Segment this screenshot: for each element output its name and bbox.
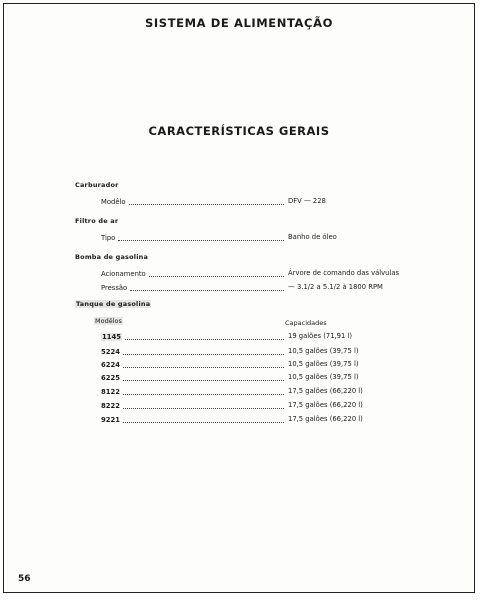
dot-leader: [130, 290, 284, 291]
heading-filtro-de-ar: Filtro de ar: [75, 217, 119, 225]
model-number: 5224: [101, 348, 120, 356]
dot-leader: [125, 339, 284, 340]
column-header-models: Modêlos: [95, 317, 122, 325]
spec-row-pressao: [101, 282, 286, 292]
dot-leader: [123, 354, 284, 355]
capacity-value: 10,5 galões (39,75 l): [288, 347, 359, 355]
dot-leader: [123, 367, 284, 368]
capacity-value: 10,5 galões (39,75 l): [288, 360, 359, 368]
dot-leader: [123, 422, 284, 423]
spec-value: Árvore de comando das válvulas: [288, 269, 400, 277]
heading-carburador: Carburador: [75, 181, 119, 189]
column-header-capacity: Capacidades: [285, 319, 327, 327]
model-number: 8122: [101, 388, 120, 396]
heading-bomba-de-gasolina: Bomba de gasolina: [75, 253, 149, 261]
capacity-value: 17,5 galões (66,220 l): [288, 415, 363, 423]
spec-row-modelo: [101, 196, 286, 206]
table-row: [101, 359, 286, 369]
section-subtitle: CARACTERÍSTICAS GERAIS: [148, 124, 330, 138]
table-row: [101, 372, 286, 382]
model-number: 8222: [101, 402, 120, 410]
model-number: 6224: [101, 361, 120, 369]
table-row: [101, 386, 286, 396]
capacity-value: 19 galões (71,91 l): [288, 332, 353, 340]
spec-value: Banho de óleo: [288, 233, 337, 241]
model-number: 6225: [101, 374, 120, 382]
spec-row-tipo: [101, 232, 286, 242]
spec-row-acionamento: [101, 268, 286, 278]
spec-value: DFV — 228: [288, 197, 326, 205]
spec-label: Modêlo: [101, 198, 126, 206]
capacity-value: 17,5 galões (66,220 l): [288, 387, 363, 395]
table-row: [101, 400, 286, 410]
spec-value: — 3.1/2 a 5.1/2 à 1800 RPM: [288, 283, 383, 291]
page-title: SISTEMA DE ALIMENTAÇÃO: [145, 16, 333, 30]
dot-leader: [149, 276, 284, 277]
page-number: 56: [18, 574, 31, 584]
capacity-value: 17,5 galões (66,220 l): [288, 401, 363, 409]
document-page: [3, 3, 475, 593]
capacity-value: 10,5 galões (39,75 l): [288, 373, 359, 381]
table-row: [101, 346, 286, 356]
dot-leader: [118, 240, 284, 241]
model-number: 1145: [102, 333, 121, 341]
spec-label: Acionamento: [101, 270, 146, 278]
heading-tanque-de-gasolina: Tanque de gasolina: [76, 300, 151, 308]
dot-leader: [123, 408, 284, 409]
dot-leader: [123, 394, 284, 395]
model-number: 9221: [101, 416, 120, 424]
dot-leader: [129, 204, 284, 205]
dot-leader: [123, 380, 284, 381]
table-row: [101, 331, 286, 341]
spec-label: Pressão: [101, 284, 128, 292]
spec-label: Tipo: [101, 234, 116, 242]
table-row: [101, 414, 286, 424]
